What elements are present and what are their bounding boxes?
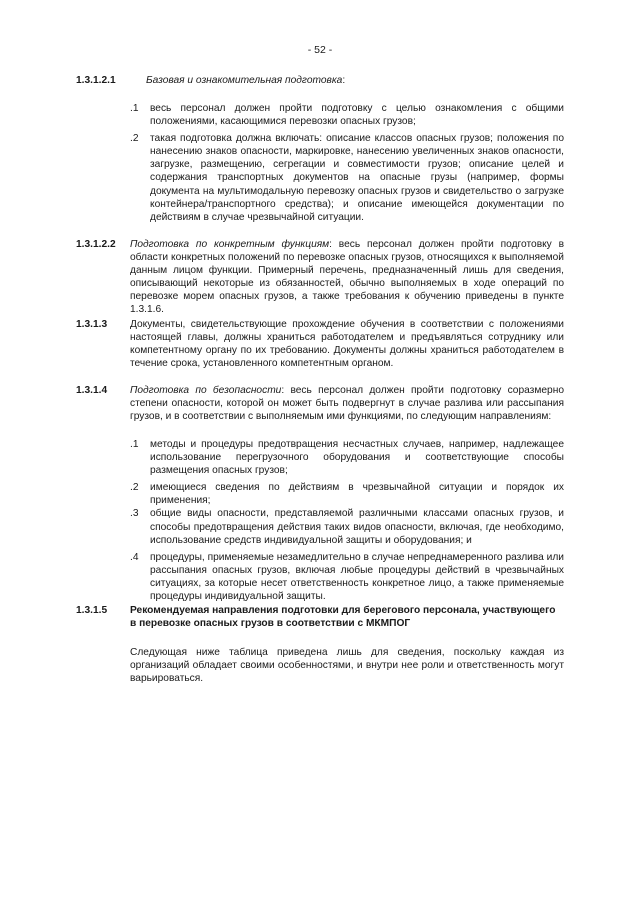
section-number: 1.3.1.5 (76, 605, 108, 616)
list-item (130, 132, 564, 224)
list-item-label: .4 (130, 551, 139, 563)
list-item-text: методы и процедуры предотвращения несчастных случаев, например, надлежащее использование перегрузочного оборудования и соответствующие способы размещения опасных грузов; (150, 439, 564, 477)
list-item-text: весь персонал должен пройти подготовку с целью ознакомления с общими положениями, касающимися перевозки опасных грузов; (150, 103, 564, 128)
list-item-text: имеющиеся сведения по действиям в чрезвычайной ситуации и порядок их применения; (150, 482, 564, 507)
list-item-text: такая подготовка должна включать: описание классов опасных грузов; положения по нанесению знаков опасности, маркировке, нанесению увеличенных знаков опасности, загрузке, размещению, сегрегации и совместимости грузов; описание целей и содержания транспортных документов на опасные грузы (например, формы документа на мультимодальную перевозку опасных грузов и свидетельство о загрузке контейнера/транспортного средства); и описание имеющейся документации по действиям в случае чрезвычайной ситуации. (150, 133, 564, 223)
list-item-text: общие виды опасности, представляемой различными классами опасных грузов, и способы предотвращения действия таких видов опасности, включая, где необходимо, использование средств индивидуальной защиты и оборудования; и (150, 508, 564, 546)
page-number: - 52 - (307, 44, 333, 56)
section-text: : весь персонал должен пройти подготовку соразмерно степени опасности, которой он может быть подвергнут в случае разлива или рассыпания грузов, и в соответствии с выполняемым ими функциями, по следующим направлениям: (130, 385, 564, 423)
section-text: Следующая ниже таблица приведена лишь для сведения, поскольку каждая из организаций обладает своими особенностями, и внутри нее роли и ответственность могут варьироваться. (130, 647, 564, 685)
list-item-label: .2 (130, 133, 139, 145)
list-item-label: .3 (130, 508, 139, 520)
section-title: Подготовка по безопасности (130, 385, 282, 396)
section-title: Базовая и ознакомительная подготовка (146, 75, 343, 86)
section-body: Документы, свидетельствующие прохождение обучения в соответствии с положениями настоящей главы, должны храниться работодателем и предъявляться сотруднику или компетентному органу по их требованию. Документы должны храниться работодателем в течение срока, установленного компетентным органом. (130, 319, 564, 370)
section-text: : весь персонал должен пройти подготовку в области конкретных положений по перевозке опасных грузов, относящихся к выполняемой данным лицом функции. Примерный перечень, предназначенный лишь для сведения, описывающий некоторые из обязанностей, обычно выполняемых в ходе операций по перевозке морем опасных грузов, а также требования к обучению приведены в пункте 1.3.1.6. (130, 239, 564, 316)
list-item-text: процедуры, применяемые незамедлительно в случае непреднамеренного разлива или рассыпания опасных грузов, включая любые процедуры действий в чрезвычайных ситуациях, за которые несет ответственность конкретное лицо, а также применяемые процедуры индивидуальной защиты. (150, 551, 564, 603)
list-item-label: .1 (130, 439, 139, 450)
list-item (130, 551, 564, 603)
section-title: Подготовка по конкретным функциям (130, 239, 330, 250)
list-item (130, 102, 564, 128)
section-body (146, 74, 564, 87)
section-body (130, 238, 564, 317)
section-number: 1.3.1.2.1 (76, 75, 116, 86)
list-item (130, 438, 564, 477)
section-number: 1.3.1.2.2 (76, 239, 116, 250)
list-item-label: .2 (130, 482, 139, 494)
list (130, 102, 564, 224)
section-number: 1.3.1.3 (76, 319, 108, 330)
section-number: 1.3.1.4 (76, 385, 108, 396)
list-item (130, 481, 564, 507)
list (130, 438, 564, 603)
section-heading: Рекомендуемая направления подготовки для берегового персонала, участвующего в перевозке опасных грузов в соответствии с МКМПОГ (130, 605, 556, 630)
list-item (130, 507, 564, 546)
list-item-label: .1 (130, 103, 139, 114)
section-body (130, 384, 564, 423)
section-title-colon: : (342, 75, 346, 86)
